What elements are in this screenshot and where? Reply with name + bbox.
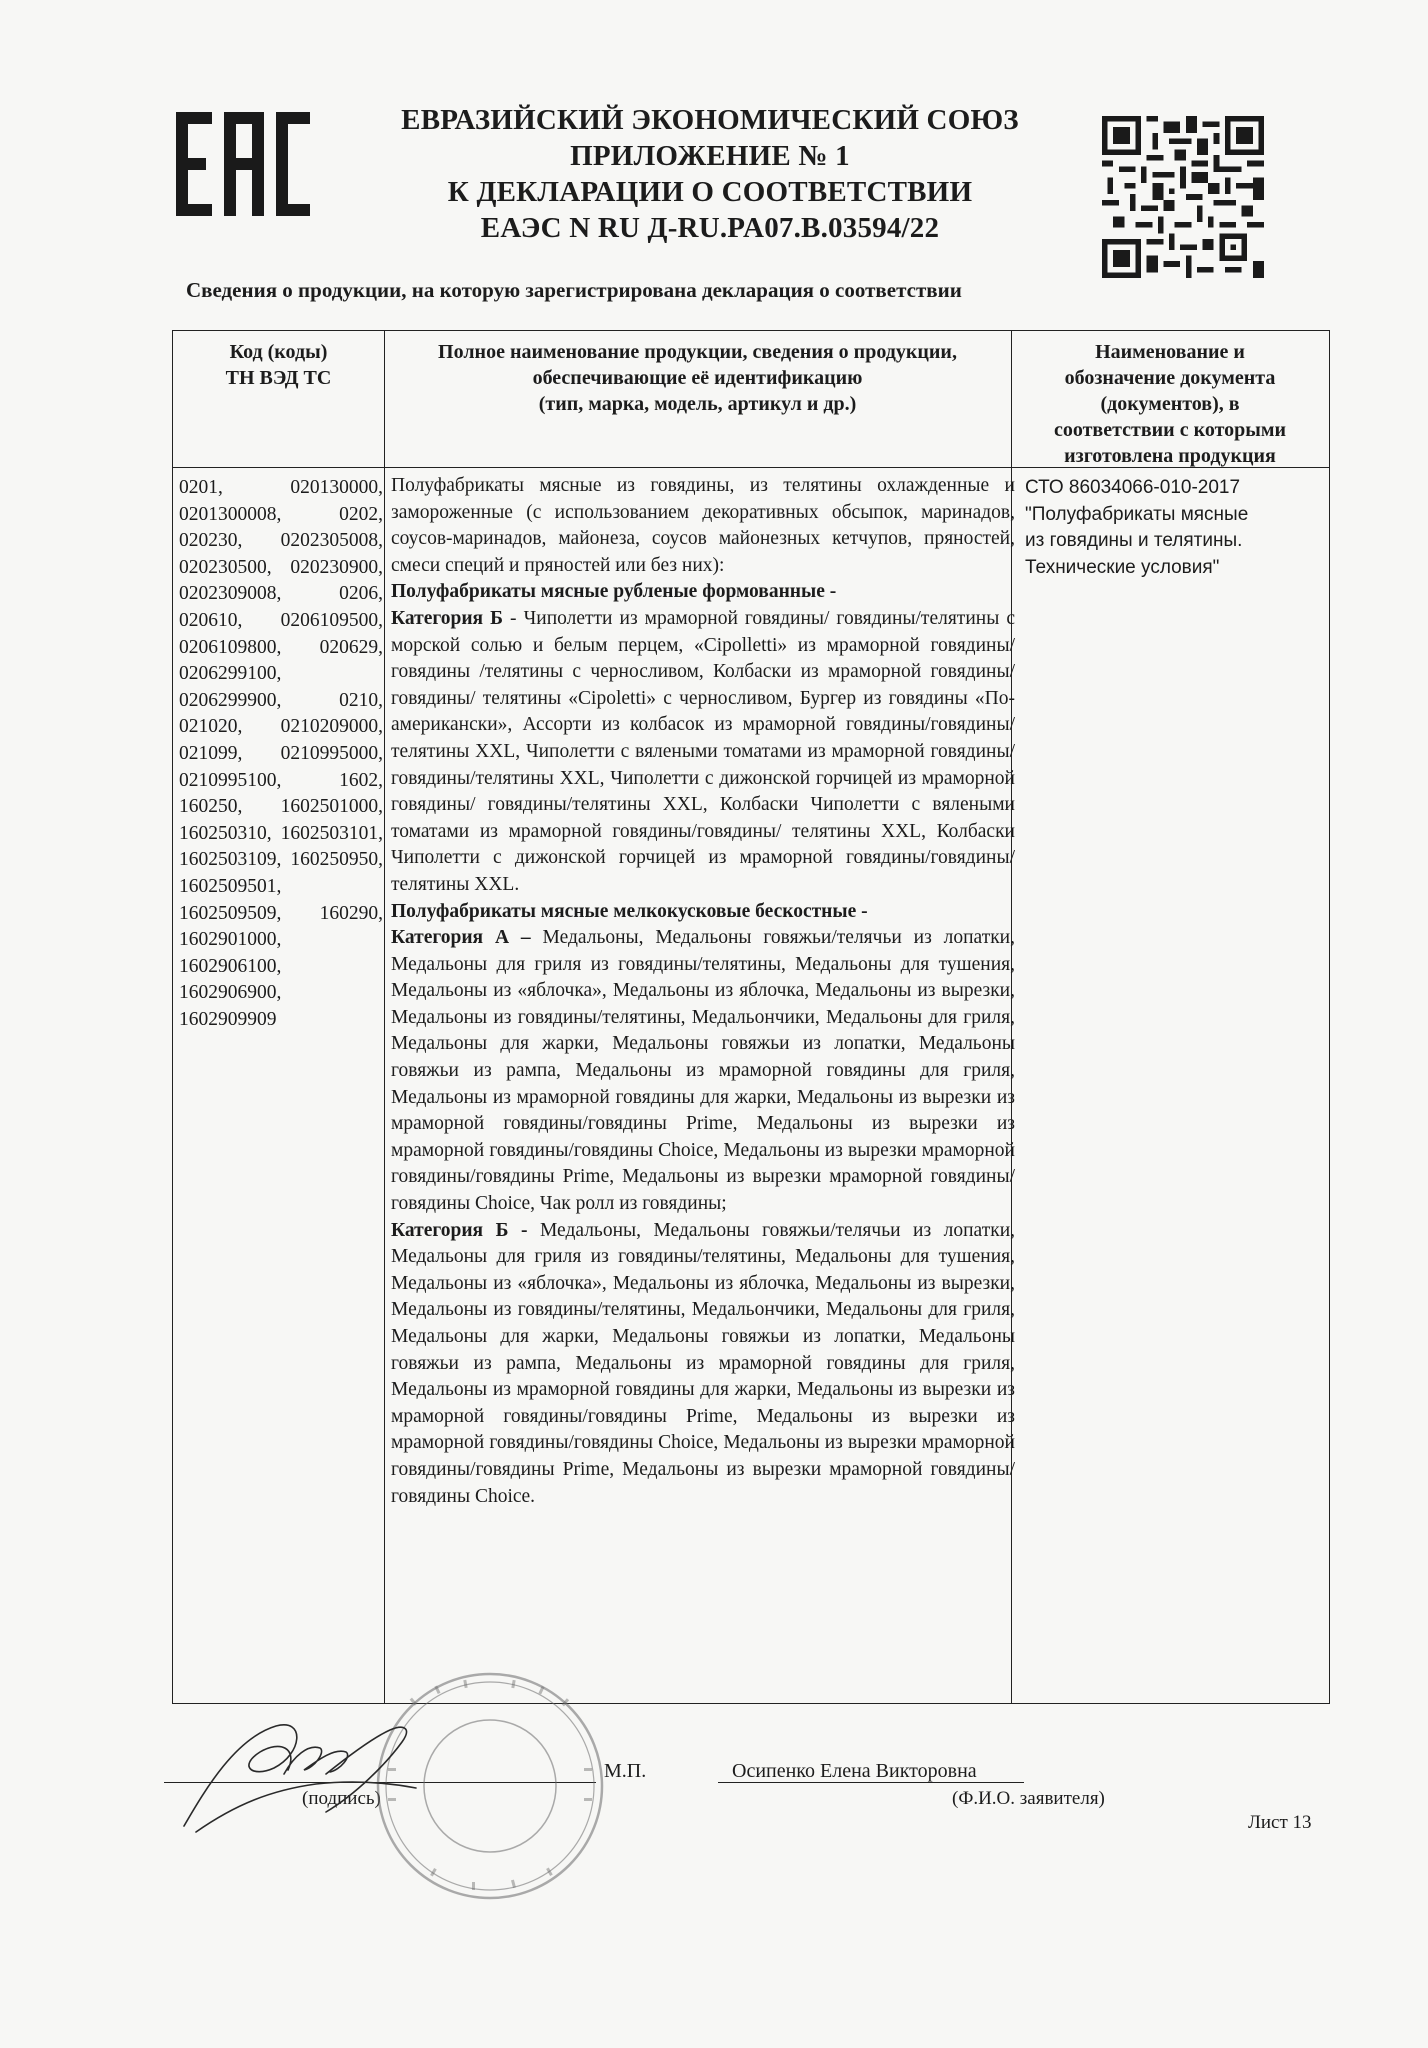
header-declaration: К ДЕКЛАРАЦИИ О СООТВЕТСТВИИ (447, 176, 973, 208)
applicant-signature (176, 1708, 426, 1838)
product-description (391, 473, 1015, 1510)
standard-document: СТО 86034066-010-2017 "Полуфабрикаты мясные из говядины и телятины. Технические условия" (1025, 477, 1249, 578)
eac-logo (172, 108, 312, 220)
product-intro: Полуфабрикаты мясные из говядины, из телятины охлажденные и замороженные (с использованием декоративных обсыпок, маринадов, соусов-маринадов, майонеза, соусов майонезных кетчупов, пряностей, смеси специй и пряностей или без них): (391, 475, 1015, 576)
table-divider (384, 331, 385, 1703)
category-products: Медальоны, Медальоны говяжьи/телячьи из лопатки, Медальоны для гриля из говядины/телятины, Медальоны для тушения, Медальоны из «яблочка», Медальоны из яблочка, Медальоны из вырезки, Медальоны из говядины/телятины, Медальончики, Медальоны для гриля, Медальоны для жарки, Медальоны говяжьи из лопатки, Медальоны говяжьи из рампа, Медальоны из мраморной говядины для гриля, Медальоны из мраморной говядины для жарки, Медальоны из вырезки из мраморной говядины/говядины Prime, Медальоны из вырезки из мраморной говядины/говядины Choice, Медальоны из вырезки мраморной говядины/говядины Prime, Медальоны из вырезки мраморной говядины/говядины Choice. (391, 1219, 1016, 1507)
category-products: - Чиполетти из мраморной говядины/ говядины/телятины с морской солью и белым перцем, «Cipolletti» из мраморной говядины/говядины /телятины с черносливом, Колбаски из мраморной говядины/говядины/ телятины «Cipoletti» с черносливом, Бургер из говядины «По-американски», Ассорти из колбасок из мраморной говядины/говядины/ телятины XXL, Чиполетти с вялеными томатами из мраморной говядины/говядины/телятины XXL, Чиполетти с дижонской горчицей из мраморной говядины/ говядины/телятины XXL, Колбаски Чиполетти с вялеными томатами из мраморной говядины/говядины/ телятины XXL, Колбаски Чиполетти с дижонской горчицей из мраморной говядины/говядины/телятины XXL. (391, 607, 1015, 895)
stamp-place-label: М.П. (604, 1760, 647, 1782)
category-label: Категория Б (391, 607, 504, 629)
category-label: Категория А – (391, 927, 531, 949)
group-title-chunks: Полуфабрикаты мясные мелкокусковые бескостные - (391, 900, 868, 922)
col-header-code: Код (коды) ТН ВЭД ТС (225, 341, 332, 389)
col-header-product: Полное наименование продукции, сведения о продукции, обеспечивающие её идентификацию (тип, марка, модель, артикул и др.) (438, 341, 957, 415)
header-block (340, 102, 1080, 246)
product-table (172, 330, 1330, 1704)
header-union: ЕВРАЗИЙСКИЙ ЭКОНОМИЧЕСКИЙ СОЮЗ (401, 104, 1019, 136)
document-subtitle: Сведения о продукции, на которую зарегистрирована декларация о соответствии (186, 278, 962, 302)
category-label: Категория Б - (391, 1219, 528, 1241)
qr-code (1102, 116, 1264, 278)
header-appendix: ПРИЛОЖЕНИЕ № 1 (570, 140, 850, 172)
sheet-number: Лист 13 (1248, 1812, 1312, 1833)
category-products: Медальоны, Медальоны говяжьи/телячьи из лопатки, Медальоны для гриля из говядины/телятины, Медальоны для тушения, Медальоны из «яблочка», Медальоны из яблочка, Медальоны из вырезки, Медальоны из говядины/телятины, Медальончики, Медальоны для гриля, Медальоны для жарки, Медальоны говяжьи из лопатки, Медальоны говяжьи из рампа, Медальоны из мраморной говядины для гриля, Медальоны из мраморной говядины для жарки, Медальоны из вырезки из мраморной говядины/говядины Prime, Медальоны из вырезки из мраморной говядины/говядины Choice, Медальоны из вырезки мраморной говядины/говядины Prime, Медальоны из вырезки мраморной говядины/говядины Choice, Чак ролл из говядины; (391, 927, 1015, 1215)
applicant-name: Осипенко Елена Викторовна (732, 1760, 977, 1782)
signature-label: (подпись) (302, 1788, 381, 1809)
group-title-minced: Полуфабрикаты мясные рубленые формованные - (391, 581, 837, 603)
col-header-document: Наименование и обозначение документа (документов), в соответствии с которыми изготовлена продукция (1053, 341, 1287, 467)
header-number: ЕАЭС N RU Д-RU.PA07.B.03594/22 (480, 212, 940, 244)
fio-label: (Ф.И.О. заявителя) (952, 1788, 1105, 1809)
tn-ved-codes: 0201, 020130000, 0201300008, 0202, 020230, 0202305008, 020230500, 020230900, 0202309008, 0206, 020610, 0206109500, 0206109800, 020629, 0206299100, 0206299900, 0210, 021020, 0210209000, 021099, 0210995000, 0210995100, 1602, 160250, 1602501000, 160250310, 1602503101, 1602503109, 160250950, 1602509501, 1602509509, 160290, 1602901000, 1602906100, 1602906900, 1602909909 (179, 477, 383, 1030)
